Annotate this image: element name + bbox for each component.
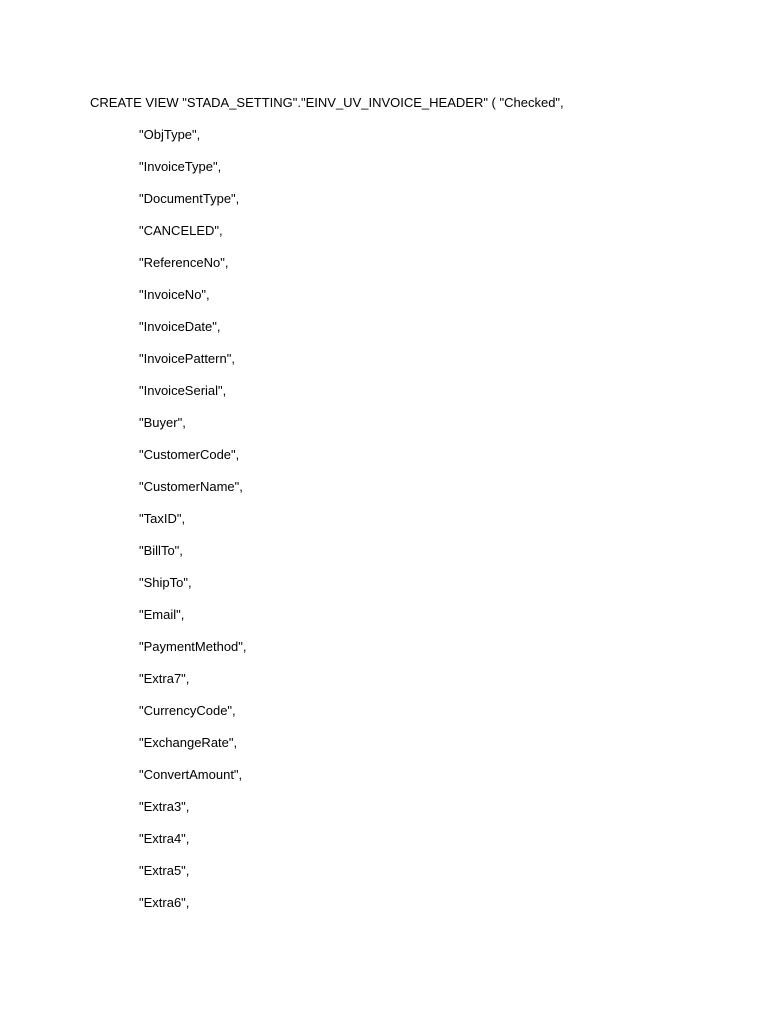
column-line: "InvoiceNo", [139,287,210,302]
column-line: "TaxID", [139,511,186,526]
column-line: "CustomerCode", [139,447,240,462]
column-line: "ConvertAmount", [139,767,243,782]
column-line: "ObjType", [139,127,201,142]
column-line: "DocumentType", [139,191,240,206]
column-line: "Email", [139,607,185,622]
column-line: "BillTo", [139,543,183,558]
column-line: "ExchangeRate", [139,735,238,750]
column-line: "PaymentMethod", [139,639,247,654]
column-line: "CurrencyCode", [139,703,236,718]
column-line: "Extra4", [139,831,190,846]
column-line: "Buyer", [139,415,186,430]
column-line: "InvoiceSerial", [139,383,227,398]
column-line: "ShipTo", [139,575,192,590]
column-line: "CANCELED", [139,223,223,238]
column-line: "InvoicePattern", [139,351,235,366]
sql-view-definition [90,94,730,926]
column-line: "Extra6", [139,895,190,910]
column-line: "Extra3", [139,799,190,814]
column-line: "CustomerName", [139,479,243,494]
column-line: "Extra7", [139,671,190,686]
create-view-line: CREATE VIEW "STADA_SETTING"."EINV_UV_INVOICE_HEADER" ( "Checked", [90,95,564,110]
column-line: "InvoiceDate", [139,319,221,334]
column-line: "InvoiceType", [139,159,222,174]
column-line: "ReferenceNo", [139,255,229,270]
column-line: "Extra5", [139,863,190,878]
